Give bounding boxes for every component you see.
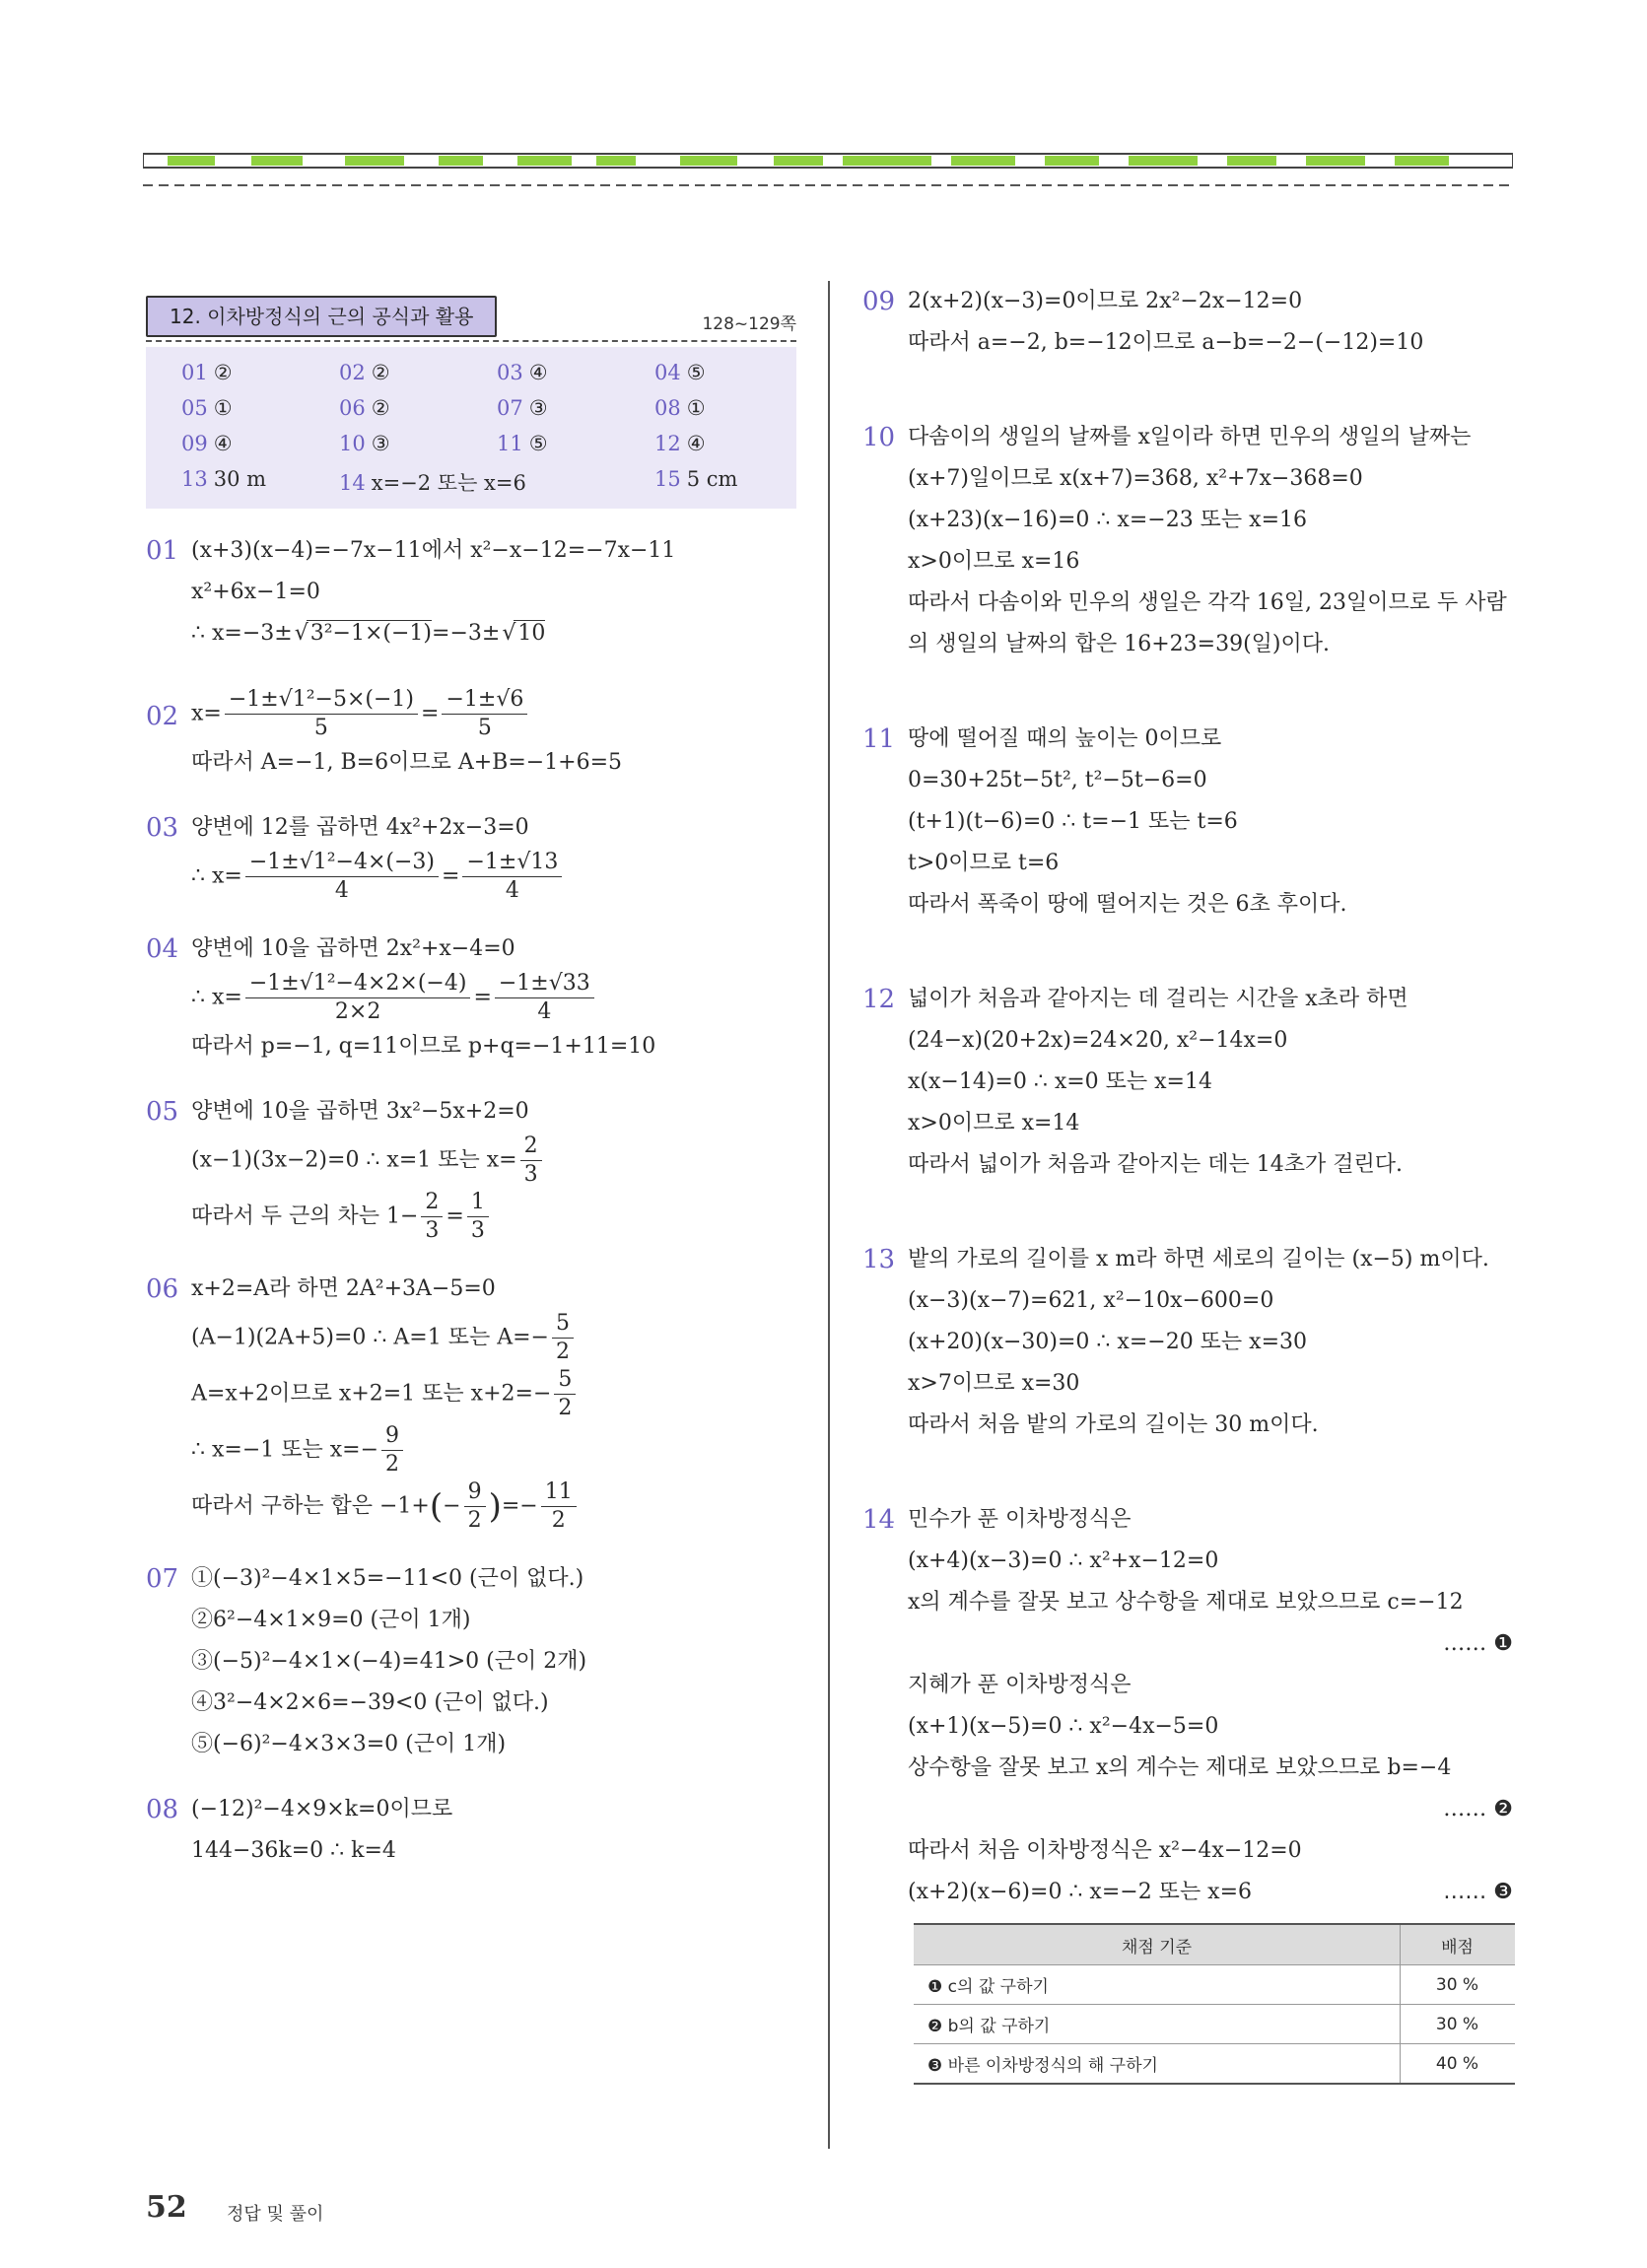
answer-item: 11 ⑤ (497, 432, 548, 455)
solution-13 (862, 1239, 1513, 1446)
solution-line: ∴ x= $\frac{\text{−1±√1²−4×2×(−4)}}{2\times 2}$ = $\frac{-1\pm√33}{4}$ (191, 970, 796, 1026)
solution-line: x²+6x−1=0 (191, 580, 320, 604)
solution-line: t>0이므로 t=6 (908, 851, 1060, 875)
solution-line: 양변에 10을 곱하면 3x²−5x+2=0 (191, 1099, 529, 1124)
answer-item: 06 ② (339, 396, 390, 420)
solution-line: 144−36k=0 ∴ k=4 (191, 1838, 396, 1863)
solution-line: (A−1)(2A+5)=0 ∴ A=1 또는 A=− $\frac{5}{2}$ (191, 1310, 796, 1366)
problem-number: 05 (146, 1097, 179, 1127)
table-row (914, 2005, 1515, 2044)
scoring-table (914, 1923, 1515, 2085)
solution-line: 넓이가 처음과 같아지는 데 걸리는 시간을 x초라 하면 (908, 987, 1408, 1011)
solution-line: 양변에 10을 곱하면 2x²+x−4=0 (191, 936, 515, 961)
answer-item: 04 ⑤ (654, 361, 706, 384)
solution-line: 상수항을 잘못 보고 x의 계수는 제대로 보았으므로 b=−4 (908, 1755, 1452, 1780)
column-divider (828, 281, 830, 2149)
points-cell: 40 % (1401, 2044, 1516, 2085)
solution-line: ①(−3)²−4×1×5=−11<0 (근이 없다.) (191, 1566, 584, 1591)
section-divider (146, 340, 796, 342)
criteria-cell: ❸ 바른 이차방정식의 해 구하기 (914, 2044, 1401, 2085)
solution-line: (x+3)(x−4)=−7x−11에서 x²−x−12=−7x−11 (191, 538, 676, 563)
problem-number: 13 (862, 1245, 896, 1274)
solution-06 (146, 1269, 796, 1535)
solution-line: ③(−5)²−4×1×(−4)=41>0 (근이 2개) (191, 1649, 587, 1674)
decorative-ruler (143, 146, 1513, 195)
solution-line: x= $\frac{\text{−1±√1²−5×(−1)}}{5}$ = $\frac{-1\pm√6}{5}$ (191, 686, 796, 742)
solution-line: 민수가 푼 이차방정식은 (908, 1507, 1132, 1532)
solution-line: 따라서 다솜이와 민우의 생일은 각각 16일, 23일이므로 두 사람 (908, 590, 1507, 615)
problem-number: 08 (146, 1795, 179, 1824)
answer-item: 09 ④ (181, 432, 233, 455)
right-column (862, 281, 1513, 2085)
solution-line: 지혜가 푼 이차방정식은 (908, 1673, 1132, 1697)
solution-line: 땅에 떨어질 때의 높이는 0이므로 (908, 726, 1222, 751)
points-cell: 30 % (1401, 2005, 1516, 2044)
table-row (914, 1965, 1515, 2005)
solution-08 (146, 1789, 796, 1872)
solution-line: x>0이므로 x=14 (908, 1111, 1080, 1135)
solution-line: ∴ x= $\frac{\text{−1±√1²−4×(−3)}}{4}$ = $\frac{-1\pm√13}{4}$ (191, 849, 796, 905)
points-cell: 30 % (1401, 1965, 1516, 2005)
scoring-header-points: 배점 (1401, 1924, 1516, 1965)
solution-line: (x+23)(x−16)=0 ∴ x=−23 또는 x=16 (908, 508, 1308, 532)
problem-number: 11 (862, 724, 896, 754)
answer-item: 02 ② (339, 361, 390, 384)
solution-11 (862, 719, 1513, 926)
solution-02 (146, 686, 796, 784)
scoring-header-criteria: 채점 기준 (914, 1924, 1401, 1965)
problem-number: 02 (146, 702, 179, 731)
problem-number: 14 (862, 1505, 896, 1535)
solution-line: 따라서 처음 밭의 가로의 길이는 30 m이다. (908, 1412, 1319, 1437)
solution-12 (862, 979, 1513, 1186)
solution-line: 따라서 구하는 합은 −1+(− $\frac{9}{2}$ )=− $\frac{11}{2}$ (191, 1478, 796, 1535)
solution-line: (t+1)(t−6)=0 ∴ t=−1 또는 t=6 (908, 809, 1238, 834)
solution-line: (x+20)(x−30)=0 ∴ x=−20 또는 x=30 (908, 1330, 1308, 1354)
problem-number: 04 (146, 934, 179, 964)
section-pages: 128~129쪽 (702, 314, 796, 334)
answer-item: 12 ④ (654, 432, 706, 455)
solution-01 (146, 530, 796, 654)
solution-line: 0=30+25t−5t², t²−5t−6=0 (908, 768, 1207, 792)
solution-line: x>0이므로 x=16 (908, 549, 1080, 574)
solution-line: (x+1)(x−5)=0 ∴ x²−4x−5=0 (908, 1714, 1219, 1739)
solution-line: 따라서 처음 이차방정식은 x²−4x−12=0 (908, 1838, 1302, 1863)
solution-09 (862, 281, 1513, 364)
solution-line: 따라서 A=−1, B=6이므로 A+B=−1+6=5 (191, 750, 623, 775)
solution-line: ∴ x=−3±√ 3²−1×(−1)=−3±√ 10 (191, 613, 796, 654)
solution-line: 다솜이의 생일의 날짜를 x일이라 하면 민우의 생일의 날짜는 (908, 425, 1472, 449)
answer-item: 10 ③ (339, 432, 390, 455)
solution-line: (x+2)(x−6)=0 ∴ x=−2 또는 x=6 …… ❸ (908, 1872, 1513, 1913)
problem-number: 03 (146, 813, 179, 843)
footer-label: 정답 및 풀이 (227, 2204, 324, 2225)
answer-item: 14 x=−2 또는 x=6 (339, 471, 526, 495)
problem-number: 01 (146, 536, 179, 566)
section-header (146, 286, 796, 343)
solution-05 (146, 1091, 796, 1245)
solution-10 (862, 417, 1513, 665)
solution-line: 따라서 a=−2, b=−12이므로 a−b=−2−(−12)=10 (908, 330, 1424, 355)
solution-line: x>7이므로 x=30 (908, 1371, 1080, 1396)
answer-item: 07 ③ (497, 396, 548, 420)
answer-item: 05 ① (181, 396, 233, 420)
solution-line: 따라서 p=−1, q=11이므로 p+q=−1+11=10 (191, 1034, 656, 1059)
problem-number: 09 (862, 287, 896, 316)
answer-item: 08 ① (654, 396, 706, 420)
solution-line: 따라서 폭죽이 땅에 떨어지는 것은 6초 후이다. (908, 892, 1347, 917)
solution-line: (x+4)(x−3)=0 ∴ x²+x−12=0 (908, 1548, 1219, 1573)
solution-line: 따라서 넓이가 처음과 같아지는 데는 14초가 걸린다. (908, 1152, 1403, 1177)
problem-number: 06 (146, 1274, 179, 1304)
step-marker-2: …… ❷ (1443, 1797, 1513, 1821)
solution-07 (146, 1558, 796, 1765)
solution-line: 2(x+2)(x−3)=0이므로 2x²−2x−12=0 (908, 289, 1303, 313)
criteria-cell: ❶ c의 값 구하기 (914, 1965, 1401, 2005)
solution-14 (862, 1499, 1513, 1913)
solution-line: (x+7)일이므로 x(x+7)=368, x²+7x−368=0 (908, 466, 1363, 491)
step-marker-3: …… ❸ (1443, 1880, 1513, 1904)
solution-line: (x−3)(x−7)=621, x²−10x−600=0 (908, 1288, 1274, 1313)
solution-04 (146, 928, 796, 1067)
solution-line: x의 계수를 잘못 보고 상수항을 제대로 보았으므로 c=−12 (908, 1590, 1464, 1615)
solution-line: (24−x)(20+2x)=24×20, x²−14x=0 (908, 1028, 1288, 1053)
solution-line: 따라서 두 근의 차는 1− $\frac{2}{3}$ = $\frac{1}{3}$ (191, 1189, 796, 1245)
answer-item: 15 5 cm (654, 467, 738, 491)
solution-line: A=x+2이므로 x+2=1 또는 x+2=− $\frac{5}{2}$ (191, 1366, 796, 1422)
problem-number: 10 (862, 423, 896, 452)
answer-grid (146, 347, 796, 509)
solution-line: ④3²−4×2×6=−39<0 (근이 없다.) (191, 1690, 549, 1715)
solution-03 (146, 807, 796, 905)
solution-line: (−12)²−4×9×k=0이므로 (191, 1797, 453, 1821)
solution-line: 밭의 가로의 길이를 x m라 하면 세로의 길이는 (x−5) m이다. (908, 1247, 1489, 1271)
solution-line: (x−1)(3x−2)=0 ∴ x=1 또는 x= $\frac{2}{3}$ (191, 1133, 796, 1189)
answer-item: 01 ② (181, 361, 233, 384)
answer-item: 13 30 m (181, 467, 267, 491)
solution-line: 의 생일의 날짜의 합은 16+23=39(일)이다. (908, 632, 1331, 656)
solution-line: 양변에 12를 곱하면 4x²+2x−3=0 (191, 815, 529, 840)
answer-item: 03 ④ (497, 361, 548, 384)
page-number: 52 (146, 2190, 187, 2225)
solution-line: ②6²−4×1×9=0 (근이 1개) (191, 1608, 471, 1632)
solution-line: x(x−14)=0 ∴ x=0 또는 x=14 (908, 1069, 1212, 1094)
problem-number: 07 (146, 1564, 179, 1594)
criteria-cell: ❷ b의 값 구하기 (914, 2005, 1401, 2044)
solution-line: ⑤(−6)²−4×3×3=0 (근이 1개) (191, 1732, 507, 1756)
solution-line: ∴ x=−1 또는 x=− $\frac{9}{2}$ (191, 1422, 796, 1478)
problem-number: 12 (862, 985, 896, 1014)
left-column (146, 286, 796, 1872)
table-row (914, 2044, 1515, 2085)
section-title: 12. 이차방정식의 근의 공식과 활용 (146, 296, 497, 337)
step-marker-1: …… ❶ (1443, 1631, 1513, 1656)
solution-line: x+2=A라 하면 2A²+3A−5=0 (191, 1276, 496, 1301)
